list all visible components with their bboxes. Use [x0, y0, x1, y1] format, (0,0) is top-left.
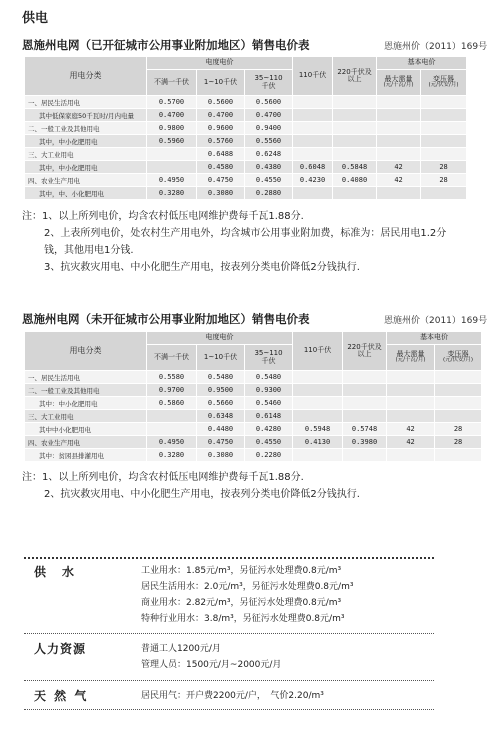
- table-row: [25, 423, 482, 436]
- cell-v35-110: 0.4550: [245, 436, 293, 449]
- cell-v220: [333, 135, 377, 148]
- table1-title: 恩施州电网（已开征城市公用事业附加地区）销售电价表: [22, 38, 310, 52]
- gas-lines: [141, 688, 324, 704]
- cell-trans: [435, 410, 482, 423]
- header-max-demand: [377, 70, 421, 96]
- cell-trans: [421, 148, 467, 161]
- cell-v1-10: 0.4750: [197, 436, 245, 449]
- note-2-2: 2、抗灾救灾用电、中小化肥生产用电，按表列分类电价降低2分钱执行.: [44, 489, 360, 500]
- gas-label: 天 然 气: [34, 689, 89, 703]
- note-1-2-cont: 钱，其他用电1分钱.: [44, 245, 134, 256]
- page-heading: 供电: [22, 11, 49, 26]
- cell-trans: [421, 135, 467, 148]
- hr-line-managers: 管理人员：1500元/月~2000元/月: [141, 660, 282, 670]
- table2-title: 恩施州电网（未开征城市公用事业附加地区）销售电价表: [22, 312, 310, 326]
- header-transformer: [435, 345, 482, 371]
- table-row: [25, 449, 482, 462]
- header-35-110kv: 35~110千伏: [245, 70, 293, 96]
- notes-2: [22, 469, 492, 503]
- header-basic-group: 基本电价: [387, 332, 482, 345]
- row-label: 其中：中小化肥用电: [25, 397, 147, 410]
- cell-maxd: [377, 122, 421, 135]
- water-section: [24, 563, 434, 629]
- row-label: 其中低保家庭50千瓦时/月内电量: [25, 109, 147, 122]
- cell-v1-10: 0.9600: [197, 122, 245, 135]
- row-label: 二、一般工业及其他用电: [25, 122, 147, 135]
- row-label: 二、一般工业及其他用电: [25, 384, 147, 397]
- table-row: [25, 436, 482, 449]
- cell-maxd: [387, 410, 435, 423]
- table-row: [25, 161, 467, 174]
- cell-v35-110: 0.5600: [245, 96, 293, 109]
- cell-v110: [293, 449, 343, 462]
- cell-trans: [435, 397, 482, 410]
- cell-lt1: 0.5960: [147, 135, 197, 148]
- cell-v220: [343, 449, 387, 462]
- cell-maxd: [387, 449, 435, 462]
- note-1-3: 3、抗灾救灾用电、中小化肥生产用电，按表列分类电价降低2分钱执行.: [44, 262, 360, 273]
- cell-v1-10: 0.4750: [197, 174, 245, 187]
- cell-trans: 28: [435, 423, 482, 436]
- row-label: 其中：贫困县排灌用电: [25, 449, 147, 462]
- header-lt1kv: 不满一千伏: [147, 70, 197, 96]
- header-max-demand-label: 最大需量: [396, 349, 425, 358]
- section-divider: [24, 680, 434, 681]
- cell-lt1: 0.4950: [147, 436, 197, 449]
- table-row: [25, 397, 482, 410]
- tariff-table-1: [24, 56, 467, 200]
- cell-v35-110: 0.5460: [245, 397, 293, 410]
- header-transformer: [421, 70, 467, 96]
- cell-maxd: [377, 148, 421, 161]
- water-line-commercial: 商业用水：2.82元/m³，另征污水处理费0.8元/m³: [141, 598, 342, 608]
- cell-trans: [435, 371, 482, 384]
- row-label: 三、大工业用电: [25, 410, 147, 423]
- table1-doc-number: 恩施州价（2011）169号: [384, 42, 488, 52]
- cell-v35-110: 0.6248: [245, 148, 293, 161]
- row-label: 其中，中小化肥用电: [25, 135, 147, 148]
- cell-v220: [333, 187, 377, 200]
- cell-v110: [293, 109, 333, 122]
- table2-doc-number: 恩施州价（2011）169号: [384, 316, 488, 326]
- cell-trans: 28: [421, 174, 467, 187]
- header-35-110kv: 35~110千伏: [245, 345, 293, 371]
- cell-v220: [333, 148, 377, 161]
- header-max-demand-unit: (元/千瓦/月): [383, 82, 414, 89]
- cell-lt1: 0.5700: [147, 96, 197, 109]
- header-max-demand: [387, 345, 435, 371]
- cell-v110: [293, 397, 343, 410]
- cell-lt1: [147, 410, 197, 423]
- header-110kv: 110千伏: [293, 57, 333, 96]
- cell-v110: 0.6048: [293, 161, 333, 174]
- water-line-industrial: 工业用水：1.85元/m³，另征污水处理费0.8元/m³: [141, 566, 342, 576]
- cell-v1-10: 0.3080: [197, 449, 245, 462]
- note-2-1: 注：1、以上所列电价，均含农村低压电网维护费每千瓦1.88分.: [22, 472, 304, 483]
- cell-lt1: 0.3280: [147, 187, 197, 200]
- cell-v110: 0.4230: [293, 174, 333, 187]
- cell-v1-10: 0.9500: [197, 384, 245, 397]
- cell-v220: 0.3980: [343, 436, 387, 449]
- table-row: [25, 384, 482, 397]
- hr-lines: [141, 641, 281, 673]
- cell-v35-110: 0.4280: [245, 423, 293, 436]
- water-line-residential: 居民生活用水：2.0元/m³，另征污水处理费0.8元/m³: [141, 582, 354, 592]
- cell-trans: [435, 449, 482, 462]
- header-1-10kv: 1~10千伏: [197, 70, 245, 96]
- header-transformer-label: 变压器: [433, 74, 455, 83]
- cell-v35-110: 0.4380: [245, 161, 293, 174]
- tariff-table-2: [24, 331, 482, 462]
- cell-v110: [293, 187, 333, 200]
- header-110kv: 110千伏: [293, 332, 343, 371]
- cell-v35-110: 0.4700: [245, 109, 293, 122]
- cell-v35-110: 0.9400: [245, 122, 293, 135]
- cell-v110: [293, 96, 333, 109]
- cell-v1-10: 0.5600: [197, 96, 245, 109]
- cell-maxd: [377, 187, 421, 200]
- header-category: 用电分类: [25, 332, 147, 371]
- header-transformer-label: 变压器: [447, 349, 469, 358]
- table-row: [25, 410, 482, 423]
- gas-section: [24, 687, 434, 707]
- cell-v110: [293, 384, 343, 397]
- cell-v1-10: 0.4480: [197, 423, 245, 436]
- cell-trans: [421, 109, 467, 122]
- cell-v220: [333, 96, 377, 109]
- cell-v220: 0.5848: [333, 161, 377, 174]
- row-label: 其中，中小化肥用电: [25, 161, 147, 174]
- header-energy-group: 电度电价: [147, 57, 293, 70]
- cell-v35-110: 0.2880: [245, 187, 293, 200]
- header-220kv: 220千伏及以上: [333, 57, 377, 96]
- cell-maxd: 42: [387, 423, 435, 436]
- header-1-10kv: 1~10千伏: [197, 345, 245, 371]
- cell-lt1: [147, 161, 197, 174]
- note-1-1: 注：1、以上所列电价，均含农村低压电网维护费每千瓦1.88分.: [22, 211, 304, 222]
- gas-line-residential: 居民用气：开户费2200元/户， 气价2.20/m³: [141, 691, 324, 701]
- cell-v220: [343, 384, 387, 397]
- cell-v220: 0.5748: [343, 423, 387, 436]
- section-divider: [24, 709, 434, 710]
- header-basic-group: 基本电价: [377, 57, 467, 70]
- cell-v110: 0.4130: [293, 436, 343, 449]
- header-max-demand-unit: (元/千瓦/月): [395, 357, 426, 364]
- cell-lt1: 0.9700: [147, 384, 197, 397]
- table-row: [25, 122, 467, 135]
- cell-v1-10: 0.3080: [197, 187, 245, 200]
- cell-lt1: [147, 423, 197, 436]
- water-line-special: 特种行业用水：3.8/m³，另征污水处理费0.8元/m³: [141, 614, 345, 624]
- cell-v110: [293, 371, 343, 384]
- cell-v220: [333, 122, 377, 135]
- cell-maxd: 42: [377, 174, 421, 187]
- cell-lt1: 0.5860: [147, 397, 197, 410]
- cell-maxd: [387, 371, 435, 384]
- cell-lt1: 0.5580: [147, 371, 197, 384]
- cell-v110: [293, 410, 343, 423]
- cell-v110: [293, 135, 333, 148]
- cell-v35-110: 0.6148: [245, 410, 293, 423]
- cell-lt1: 0.4700: [147, 109, 197, 122]
- cell-v1-10: 0.5760: [197, 135, 245, 148]
- cell-maxd: [377, 109, 421, 122]
- row-label: 四、农业生产用电: [25, 174, 147, 187]
- row-label: 三、大工业用电: [25, 148, 147, 161]
- cell-lt1: [147, 148, 197, 161]
- table-row: [25, 371, 482, 384]
- row-label: 一、居民生活用电: [25, 371, 147, 384]
- cell-v35-110: 0.2280: [245, 449, 293, 462]
- cell-lt1: 0.9800: [147, 122, 197, 135]
- row-label: 一、居民生活用电: [25, 96, 147, 109]
- table-row: [25, 174, 467, 187]
- table-row: [25, 187, 467, 200]
- cell-lt1: 0.3280: [147, 449, 197, 462]
- cell-v110: 0.5948: [293, 423, 343, 436]
- cell-trans: [421, 96, 467, 109]
- header-category: 用电分类: [25, 57, 147, 96]
- table-row: [25, 135, 467, 148]
- cell-v220: [343, 397, 387, 410]
- header-energy-group: 电度电价: [147, 332, 293, 345]
- cell-maxd: 42: [387, 436, 435, 449]
- row-label: 其中中小化肥用电: [25, 423, 147, 436]
- header-max-demand-label: 最大需量: [384, 74, 413, 83]
- cell-maxd: [377, 135, 421, 148]
- cell-lt1: 0.4950: [147, 174, 197, 187]
- cell-v1-10: 0.5660: [197, 397, 245, 410]
- cell-v110: [293, 148, 333, 161]
- cell-v1-10: 0.4580: [197, 161, 245, 174]
- cell-v1-10: 0.6348: [197, 410, 245, 423]
- hr-label: 人力资源: [34, 642, 87, 656]
- header-220kv: 220千伏及以上: [343, 332, 387, 371]
- header-lt1kv: 不满一千伏: [147, 345, 197, 371]
- cell-v220: 0.4080: [333, 174, 377, 187]
- cell-v220: [343, 371, 387, 384]
- cell-v220: [333, 109, 377, 122]
- cell-maxd: [387, 384, 435, 397]
- cell-v1-10: 0.4700: [197, 109, 245, 122]
- row-label: 四、农业生产用电: [25, 436, 147, 449]
- cell-v35-110: 0.5560: [245, 135, 293, 148]
- row-label: 其中，中、小化肥用电: [25, 187, 147, 200]
- cell-trans: [421, 122, 467, 135]
- section-divider: [24, 633, 434, 634]
- cell-v110: [293, 122, 333, 135]
- cell-trans: 28: [435, 436, 482, 449]
- table-row: [25, 148, 467, 161]
- cell-trans: [435, 384, 482, 397]
- cell-v1-10: 0.5480: [197, 371, 245, 384]
- water-lines: [141, 563, 353, 627]
- cell-trans: [421, 187, 467, 200]
- header-transformer-unit: (元/伏安/月): [428, 82, 459, 89]
- cell-trans: 28: [421, 161, 467, 174]
- cell-maxd: 42: [377, 161, 421, 174]
- cell-v35-110: 0.5480: [245, 371, 293, 384]
- cell-maxd: [377, 96, 421, 109]
- cell-v35-110: 0.4550: [245, 174, 293, 187]
- cell-v35-110: 0.9300: [245, 384, 293, 397]
- note-1-2: 2、上表所列电价，处农村生产用电外，均含城市公用事业附加费，标准为：居民用电1.2分: [44, 228, 447, 239]
- cell-maxd: [387, 397, 435, 410]
- table-row: [25, 109, 467, 122]
- section-divider: [24, 557, 434, 559]
- table-row: [25, 96, 467, 109]
- water-label: 供 水: [34, 565, 77, 579]
- cell-v220: [343, 410, 387, 423]
- hr-section: [24, 640, 434, 676]
- header-transformer-unit: (元/伏安/月): [443, 357, 474, 364]
- hr-line-workers: 普通工人1200元/月: [141, 644, 221, 654]
- notes-1: [22, 208, 492, 276]
- cell-v1-10: 0.6488: [197, 148, 245, 161]
